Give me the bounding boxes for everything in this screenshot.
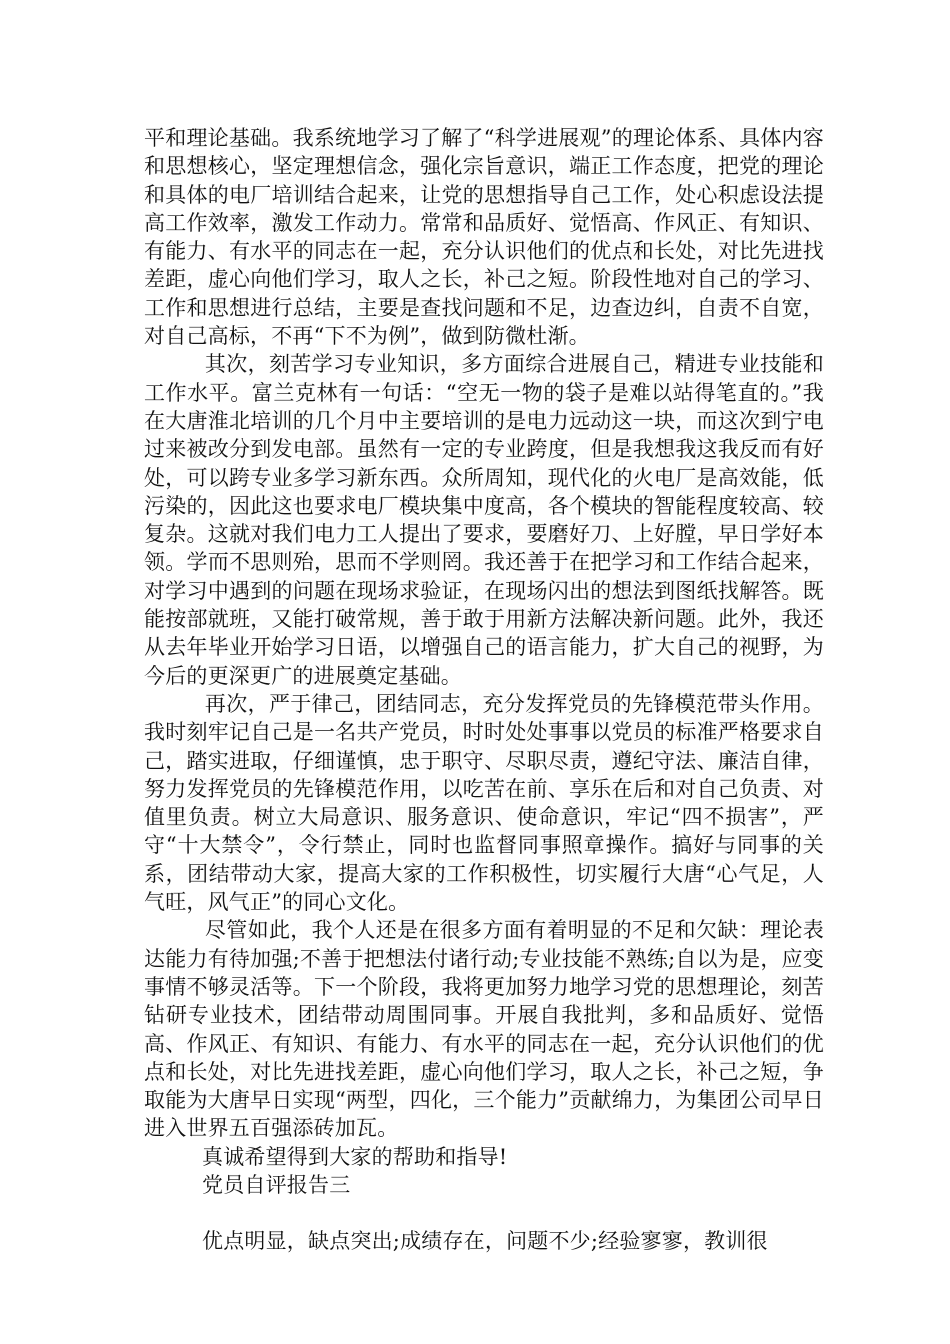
paragraph-self-discipline: 再次，严于律己，团结同志，充分发挥党员的先锋模范带头作用。我时刻牢记自己是一名共产党员，时时处处事事以党员的标准严格要求自己，踏实进取，仔细谨慎，忠于职守、尽职尽责，遵纪守法、廉洁自律，努力发挥党员的先锋模范作用，以吃苦在前、享乐在后和对自己负责、对值里负责。树立大局意识、服务意识、使命意识，牢记“四不损害”，严守“十大禁令”，令行禁止，同时也监督同事照章操作。搞好与同事的关系，团结带动大家，提高大家的工作积极性，切实履行大唐“心气足，人气旺，风气正”的同心文化。 (144, 691, 824, 915)
final-line: 优点明显，缺点突出;成绩存在，问题不少;经验寥寥，教训很 (202, 1229, 768, 1254)
paragraph-shortcomings: 尽管如此，我个人还是在很多方面有着明显的不足和欠缺：理论表达能力有待加强;不善于把想法付诸行动;专业技能不熟练;自以为是，应变事情不够灵活等。下一个阶段，我将更加努力地学习党的思想理论，刻苦钻研专业技术，团结带动周围同事。开展自我批判，多和品质好、觉悟高、作风正、有知识、有能力、有水平的同志在一起，充分认识他们的优点和长处，对比先进找差距，虚心向他们学习，取人之长，补己之短，争取能为大唐早日实现“两型，四化，三个能力”贡献绵力，为集团公司早日进入世界五百强添砖加瓦。 (144, 918, 824, 1141)
paragraph-professional-study: 其次，刻苦学习专业知识，多方面综合进展自己，精进专业技能和工作水平。富兰克林有一句话：“空无一物的袋子是难以站得笔直的。”我在大唐淮北培训的几个月中主要培训的是电力远动这一块，而这次到宁电过来被改分到发电部。虽然有一定的专业跨度，但是我想我这我反而有好处，可以跨专业多学习新东西。众所周知，现代化的火电厂是高效能，低污染的，因此这也要求电厂模块集中度高，各个模块的智能程度较高、较复杂。这就对我们电力工人提出了要求，要磨好刀、上好膛，早日学好本领。学而不思则殆，思而不学则罔。我还善于在把学习和工作结合起来，对学习中遇到的问题在现场求验证，在现场闪出的想法到图纸找解答。既能按部就班，又能打破常规，善于敢于用新方法解决新问题。此外，我还从去年毕业开始学习日语，以增强自己的语言能力，扩大自己的视野，为今后的更深更广的进展奠定基础。 (144, 352, 824, 688)
section-title: 党员自评报告三 (202, 1172, 351, 1197)
blank-line (144, 1199, 824, 1227)
document-body (144, 124, 824, 1256)
closing-line: 真诚希望得到大家的帮助和指导! (202, 1144, 508, 1169)
paragraph-party-theory: 平和理论基础。我系统地学习了解了“科学进展观”的理论体系、具体内容和思想核心，坚定理想信念，强化宗旨意识，端正工作态度，把党的理论和具体的电厂培训结合起来，让党的思想指导自己工作，处心积虑设法提高工作效率，激发工作动力。常常和品质好、觉悟高、作风正、有知识、有能力、有水平的同志在一起，充分认识他们的优点和长处，对比先进找差距，虚心向他们学习，取人之长，补己之短。阶段性地对自己的学习、工作和思想进行总结，主要是查找问题和不足，边查边纠，自责不自宽，对自己高标，不再“下不为例”，做到防微杜渐。 (144, 126, 824, 349)
